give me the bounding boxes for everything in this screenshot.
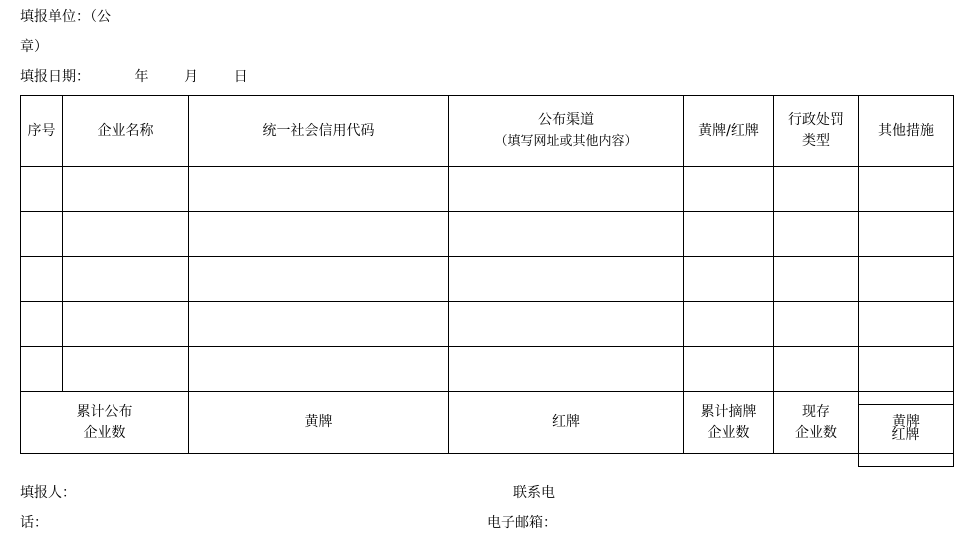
cell-company-name[interactable] (63, 167, 189, 212)
col-header-channel-main: 公布渠道 (538, 112, 594, 128)
cell-channel[interactable] (449, 347, 684, 392)
summary-cumulative-label-l2: 企业数 (83, 424, 126, 441)
summary-existing-red-label: 红牌 (891, 427, 920, 443)
summary-removed-label-l2: 企业数 (707, 424, 750, 441)
cell-penalty-type[interactable] (774, 212, 859, 257)
cell-penalty-type[interactable] (774, 167, 859, 212)
cell-channel[interactable] (449, 302, 684, 347)
cell-other-measures[interactable] (859, 257, 954, 302)
cell-card-type[interactable] (684, 167, 774, 212)
cell-penalty-type[interactable] (774, 347, 859, 392)
cell-index[interactable] (21, 347, 63, 392)
cell-card-type[interactable] (684, 257, 774, 302)
reporting-unit-label-cont: 章） (20, 39, 48, 55)
cell-credit-code[interactable] (189, 347, 449, 392)
contact-phone-label: 联系电 (513, 485, 555, 501)
summary-removed-label-l1: 累计摘牌 (700, 403, 757, 420)
cell-index[interactable] (21, 302, 63, 347)
cell-company-name[interactable] (63, 347, 189, 392)
reporting-date-label: 填报日期： 年 月 日 (20, 69, 248, 85)
col-header-penalty-sub: 类型 (802, 133, 830, 149)
summary-existing-red[interactable] (858, 405, 953, 467)
table-row[interactable] (21, 212, 954, 257)
cell-channel[interactable] (449, 167, 684, 212)
cell-other-measures[interactable] (859, 302, 954, 347)
col-header-channel-sub: （填写网址或其他内容） (494, 134, 638, 149)
col-header-credit-code: 统一社会信用代码 (189, 96, 449, 167)
cell-company-name[interactable] (63, 302, 189, 347)
table-row[interactable] (21, 167, 954, 212)
cell-credit-code[interactable] (189, 212, 449, 257)
summary-cumulative-label-l1: 累计公布 (76, 403, 133, 420)
summary-row-extension (20, 404, 954, 467)
col-header-channel (449, 96, 684, 167)
summary-existing-yellow-label: 黄牌 (892, 414, 920, 430)
cell-credit-code[interactable] (189, 167, 449, 212)
cell-other-measures[interactable] (859, 167, 954, 212)
cell-penalty-type[interactable] (774, 302, 859, 347)
col-header-penalty-type (774, 96, 859, 167)
cell-company-name[interactable] (63, 257, 189, 302)
cell-credit-code[interactable] (189, 302, 449, 347)
cell-company-name[interactable] (63, 212, 189, 257)
table-row[interactable] (21, 347, 954, 392)
cell-penalty-type[interactable] (774, 257, 859, 302)
col-header-penalty-main: 行政处罚 (788, 112, 844, 128)
cell-other-measures[interactable] (859, 212, 954, 257)
summary-cumulative-yellow-label: 黄牌 (304, 414, 333, 430)
col-header-company-name: 企业名称 (63, 96, 189, 167)
summary-cumulative-red-label: 红牌 (552, 414, 580, 430)
table-header-row (21, 96, 954, 167)
col-header-index: 序号 (21, 96, 63, 167)
cell-index[interactable] (21, 212, 63, 257)
cell-channel[interactable] (449, 257, 684, 302)
col-header-other-measures: 其他措施 (859, 96, 954, 167)
summary-existing-label-l2: 企业数 (795, 424, 837, 441)
cell-card-type[interactable] (684, 302, 774, 347)
cell-index[interactable] (21, 257, 63, 302)
disclosure-table (20, 95, 954, 454)
col-header-card-type: 黄牌/红牌 (684, 96, 774, 167)
cell-channel[interactable] (449, 212, 684, 257)
summary-existing-label-l1: 现存 (802, 403, 830, 420)
cell-credit-code[interactable] (189, 257, 449, 302)
contact-phone-label-cont: 话： (20, 515, 48, 531)
reporter-label: 填报人： (20, 485, 76, 501)
table-row[interactable] (21, 302, 954, 347)
cell-other-measures[interactable] (859, 347, 954, 392)
email-label: 电子邮箱： (487, 515, 557, 531)
cell-card-type[interactable] (684, 212, 774, 257)
reporting-unit-label: 填报单位：（公 (20, 9, 111, 25)
table-row[interactable] (21, 257, 954, 302)
cell-card-type[interactable] (684, 347, 774, 392)
cell-index[interactable] (21, 167, 63, 212)
